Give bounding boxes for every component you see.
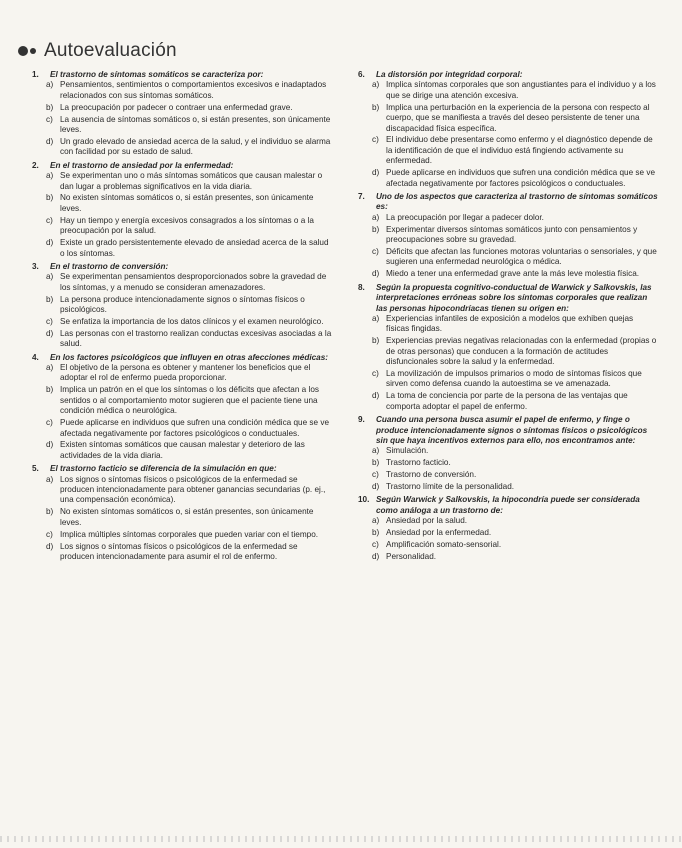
option-label: a)	[46, 171, 54, 181]
option-label: b)	[372, 224, 380, 234]
answer-option	[372, 458, 658, 468]
option-text: Implica múltiples síntomas corporales que pueden variar con el tiempo.	[60, 529, 319, 539]
option-text: Los signos o síntomas físicos o psicológicos de la enfermedad se producen intencionadamente para obtener ganancias secundarias (p. ej., una compensación económica).	[60, 474, 326, 505]
option-label: b)	[46, 102, 54, 112]
question	[358, 70, 658, 189]
question	[358, 495, 658, 562]
option-text: Pensamientos, sentimientos o comportamientos excesivos e inadaptados relacionados con sus síntomas somáticos.	[60, 80, 327, 100]
answer-option	[372, 213, 658, 223]
option-text: No existen síntomas somáticos o, si están presentes, son únicamente leves.	[60, 507, 314, 527]
answer-option	[372, 391, 658, 412]
question-header	[32, 70, 332, 80]
question-number: 5.	[32, 464, 39, 474]
option-label: a)	[46, 474, 54, 484]
option-text: Amplificación somato-sensorial.	[386, 540, 502, 550]
answer-option	[372, 80, 658, 101]
option-text: Hay un tiempo y energía excesivos consagrados a los síntomas o a la preocupación por la salud.	[60, 215, 314, 236]
option-label: c)	[46, 114, 53, 124]
option-label: a)	[372, 313, 380, 323]
option-text: Personalidad.	[386, 551, 437, 561]
question-number: 9.	[358, 415, 365, 425]
option-text: Trastorno facticio.	[386, 458, 451, 468]
option-label: c)	[372, 470, 379, 480]
option-text: La persona produce intencionadamente signos o síntomas físicos o psicológicos.	[60, 294, 305, 315]
question-text: En el trastorno de ansiedad por la enfermedad:	[50, 160, 234, 170]
answer-option	[372, 168, 658, 189]
option-label: b)	[372, 102, 380, 112]
option-label: c)	[372, 135, 379, 145]
question-text: En los factores psicológicos que influyen en otras afecciones médicas:	[50, 352, 329, 362]
question-header	[358, 415, 658, 446]
option-label: b)	[46, 193, 54, 203]
option-text: La toma de conciencia por parte de la persona de las ventajas que comporta adoptar el papel de enfermo.	[386, 391, 628, 411]
option-text: Puede aplicarse en individuos que sufren una condición médica que se ve afectada negativamente por factores psicológicos o conductuales.	[386, 168, 656, 188]
option-label: d)	[372, 168, 380, 178]
answer-option	[46, 475, 332, 506]
option-text: Experimentar diversos síntomas somáticos junto con pensamientos y preocupaciones sobre su gravedad.	[386, 224, 638, 245]
option-text: Se experimentan pensamientos desproporcionados sobre la gravedad de los síntomas, y a menudo se consideran amenazadores.	[60, 272, 327, 292]
question-header	[32, 464, 332, 474]
question-header	[358, 495, 658, 516]
option-text: La preocupación por llegar a padecer dolor.	[386, 212, 544, 222]
question	[358, 192, 658, 280]
answer-option	[372, 225, 658, 246]
answer-option	[372, 269, 658, 279]
answer-option	[46, 530, 332, 540]
answer-option	[372, 446, 658, 456]
question-number: 6.	[358, 70, 365, 79]
option-label: b)	[46, 294, 54, 304]
option-label: d)	[46, 440, 54, 450]
question-text: Cuando una persona busca asumir el papel de enfermo, y finge o produce intencionadamente signos o síntomas físicos o psicológicos sin que haya incentivos externos para ello, nos encontramos ante:	[376, 415, 648, 445]
question-header	[358, 70, 658, 80]
option-text: La preocupación por padecer o contraer una enfermedad grave.	[60, 102, 293, 112]
option-text: Las personas con el trastorno realizan conductas excesivas asociadas a la salud.	[60, 328, 332, 349]
answer-option	[372, 470, 658, 480]
bullet-dots-icon	[18, 46, 38, 56]
option-text: Ansiedad por la salud.	[386, 516, 468, 526]
right-column	[358, 70, 658, 565]
option-label: a)	[372, 446, 380, 456]
option-text: Trastorno límite de la personalidad.	[386, 482, 515, 492]
answer-option	[372, 103, 658, 134]
answer-option	[46, 171, 332, 192]
answer-option	[372, 247, 658, 268]
option-label: d)	[372, 391, 380, 401]
answer-option	[46, 80, 332, 101]
option-label: a)	[46, 80, 54, 90]
option-label: c)	[372, 540, 379, 550]
answer-option	[372, 369, 658, 390]
option-label: a)	[46, 363, 54, 373]
option-text: Un grado elevado de ansiedad acerca de la salud, y el individuo se alarma con facilidad por su estado de salud.	[60, 136, 331, 157]
question	[358, 415, 658, 492]
question-header	[32, 262, 332, 272]
page-title: Autoevaluación	[44, 40, 177, 61]
question-text: Según la propuesta cognitivo-conductual de Warwick y Salkovskis, las interpretaciones erróneas sobre los síntomas corporales que realizan las personas hipocondríacas tienen su origen en:	[376, 282, 652, 313]
answer-option	[46, 193, 332, 214]
question-text: El trastorno de síntomas somáticos se caracteriza por:	[50, 70, 264, 79]
question	[32, 262, 332, 350]
answer-option	[372, 552, 658, 562]
question-text: El trastorno facticio se diferencia de la simulación en que:	[50, 464, 277, 474]
question-number: 7.	[358, 191, 365, 201]
scan-noise	[0, 836, 682, 842]
question-header	[32, 161, 332, 171]
option-label: b)	[372, 336, 380, 346]
option-label: b)	[46, 385, 54, 395]
question-text: La distorsión por integridad corporal:	[376, 70, 523, 79]
option-label: d)	[46, 328, 54, 338]
left-column	[32, 70, 332, 565]
answer-option	[46, 385, 332, 416]
option-label: b)	[372, 528, 380, 538]
question-text: En el trastorno de conversión:	[50, 261, 169, 271]
answer-option	[46, 115, 332, 136]
option-text: Se experimentan uno o más síntomas somáticos que causan malestar o dan lugar a problemas significativos en la vida diaria.	[60, 171, 323, 191]
option-text: Ansiedad por la enfermedad.	[386, 528, 492, 538]
option-text: Los signos o síntomas físicos o psicológicos de la enfermedad se producen intencionadamente para asumir el rol de enfermo.	[60, 541, 298, 561]
option-text: Déficits que afectan las funciones motoras voluntarias o sensoriales, y que sugieren una enfermedad neurológica o médica.	[386, 247, 657, 267]
option-text: El individuo debe presentarse como enfermo y el diagnóstico depende de la identificación de que el individuo está fingiendo activamente su enfermedad.	[386, 135, 653, 166]
answer-option	[46, 238, 332, 259]
option-label: d)	[372, 482, 380, 492]
option-label: d)	[372, 269, 380, 279]
option-label: d)	[46, 136, 54, 146]
question-number: 10.	[358, 495, 370, 505]
answer-option	[46, 363, 332, 384]
option-text: Simulación.	[386, 446, 429, 456]
option-label: d)	[46, 541, 54, 551]
answer-option	[372, 516, 658, 526]
option-label: b)	[372, 458, 380, 468]
option-label: a)	[372, 516, 380, 526]
question-number: 1.	[32, 70, 39, 79]
question-number: 8.	[358, 282, 365, 292]
option-label: c)	[46, 418, 53, 428]
answer-option	[46, 507, 332, 528]
option-label: b)	[46, 507, 54, 517]
question-text: Según Warwick y Salkovskis, la hipocondría puede ser considerada como análoga a un trastorno de:	[376, 495, 640, 515]
question-header	[358, 283, 658, 314]
answer-option	[372, 135, 658, 166]
answer-option	[372, 528, 658, 538]
option-label: c)	[46, 529, 53, 539]
question	[32, 161, 332, 259]
question-number: 4.	[32, 352, 39, 362]
option-text: No existen síntomas somáticos o, si están presentes, son únicamente leves.	[60, 193, 314, 213]
answer-option	[46, 329, 332, 350]
answer-option	[46, 317, 332, 327]
answer-option	[46, 216, 332, 237]
question-number: 3.	[32, 261, 39, 271]
answer-option	[46, 272, 332, 293]
option-text: Implica una perturbación en la experiencia de la persona con respecto al cuerpo, que se manifiesta a través del deseo persistente de tener una discapacidad física específica.	[386, 102, 650, 133]
option-text: Implica síntomas corporales que son angustiantes para el individuo y a los que se dirige una atención excesiva.	[386, 80, 656, 100]
option-label: a)	[372, 80, 380, 90]
answer-option	[46, 103, 332, 113]
option-text: Existen síntomas somáticos que causan malestar y deterioro de las actividades de la vida diaria.	[60, 440, 305, 460]
option-text: Puede aplicarse en individuos que sufren una condición médica que se ve afectada negativamente por factores psicológicos o conductuales.	[60, 418, 330, 438]
option-label: d)	[372, 551, 380, 561]
question	[32, 464, 332, 562]
option-text: Existe un grado persistentemente elevado de ansiedad acerca de la salud o los síntomas.	[60, 238, 329, 258]
option-text: El objetivo de la persona es obtener y mantener los beneficios que el adoptar el rol de enfermo pueda proporcionar.	[60, 363, 311, 383]
question-text: Uno de los aspectos que caracteriza al trastorno de síntomas somáticos es:	[376, 191, 658, 212]
option-label: c)	[46, 215, 53, 225]
option-text: La movilización de impulsos primarios o modo de síntomas físicos que sirven como defensa cuando la autoestima se ve amenazada.	[386, 368, 642, 389]
answer-option	[46, 137, 332, 158]
answer-option	[46, 418, 332, 439]
question-header	[32, 353, 332, 363]
answer-option	[46, 542, 332, 563]
option-text: Miedo a tener una enfermedad grave ante la más leve molestia física.	[386, 269, 640, 279]
option-text: La ausencia de síntomas somáticos o, si están presentes, son únicamente leves.	[60, 114, 331, 135]
option-text: Se enfatiza la importancia de los datos clínicos y el examen neurológico.	[60, 316, 324, 326]
page-header	[18, 40, 177, 62]
answer-option	[372, 314, 658, 335]
option-label: d)	[46, 238, 54, 248]
question	[358, 283, 658, 412]
option-text: Trastorno de conversión.	[386, 470, 477, 480]
option-text: Experiencias infantiles de exposición a modelos que exhiben quejas físicas fingidas.	[386, 313, 634, 334]
answer-option	[372, 482, 658, 492]
answer-option	[372, 540, 658, 550]
answer-option	[372, 336, 658, 367]
option-label: c)	[372, 368, 379, 378]
option-label: c)	[372, 247, 379, 256]
option-text: Implica un patrón en el que los síntomas o los déficits que afectan a los sentidos o al comportamiento motor sugieren que el paciente tiene una condición médica o neurológica.	[60, 385, 319, 416]
option-label: a)	[46, 272, 54, 282]
option-label: a)	[372, 212, 380, 222]
answer-option	[46, 440, 332, 461]
answer-option	[46, 295, 332, 316]
option-label: c)	[46, 316, 53, 326]
option-text: Experiencias previas negativas relacionadas con la enfermedad (propias o de otras personas) que conducen a la formación de actitudes disfuncionales sobre la salud y la enfermedad.	[386, 336, 657, 367]
question-header	[358, 192, 658, 213]
question	[32, 70, 332, 158]
question-number: 2.	[32, 160, 39, 170]
question	[32, 353, 332, 462]
